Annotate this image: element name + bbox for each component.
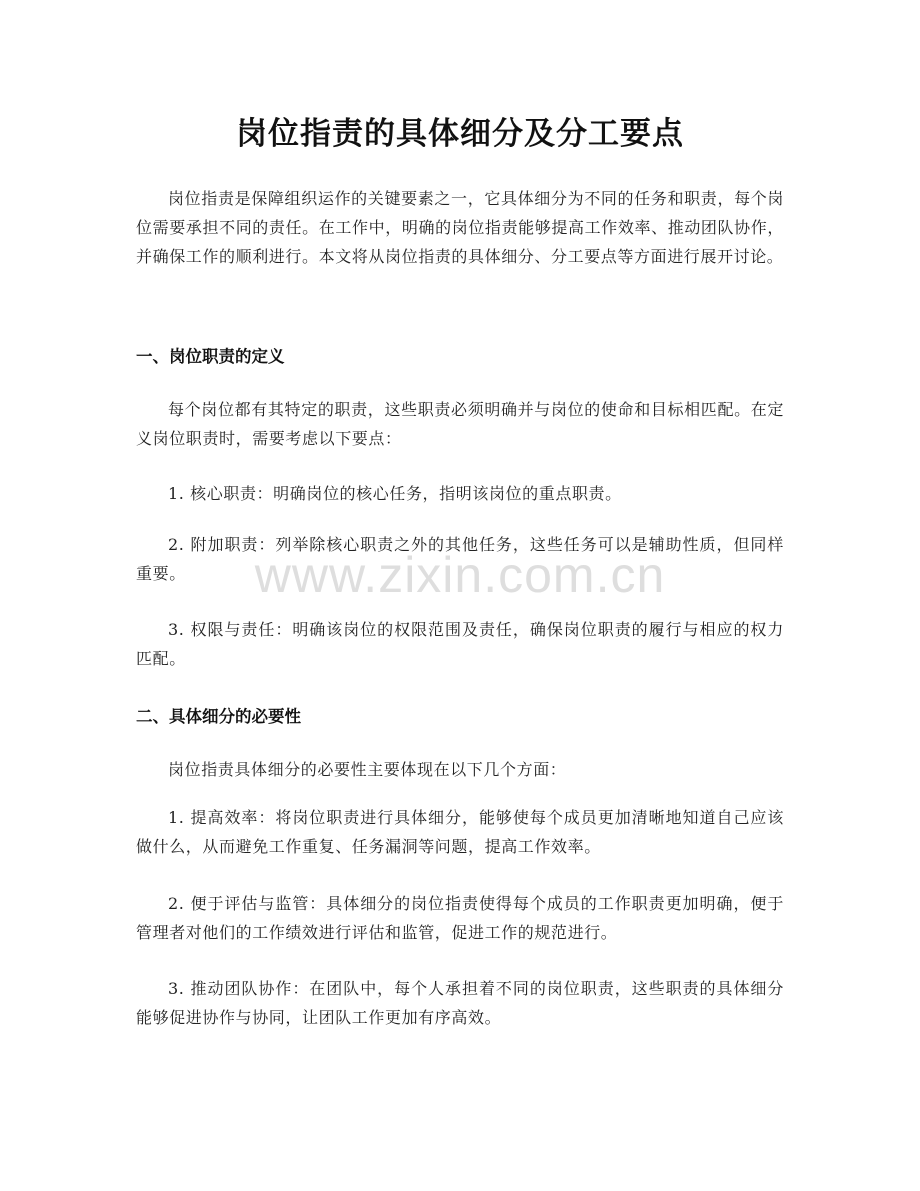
section-2-item-3: 3. 推动团队协作：在团队中，每个人承担着不同的岗位职责，这些职责的具体细分能够促进协作与协同，让团队工作更加有序高效。	[136, 979, 784, 1027]
section-1-item-1: 1. 核心职责：明确岗位的核心任务，指明该岗位的重点职责。	[168, 484, 622, 503]
section-2-item-1: 1. 提高效率：将岗位职责进行具体细分，能够使每个成员更加清晰地知道自己应该做什么，从而避免工作重复、任务漏洞等问题，提高工作效率。	[136, 808, 784, 856]
section-2-intro: 岗位指责具体细分的必要性主要体现在以下几个方面：	[168, 760, 567, 779]
section-2-heading: 二、具体细分的必要性	[136, 707, 301, 726]
section-1-intro: 每个岗位都有其特定的职责，这些职责必须明确并与岗位的使命和目标相匹配。在定义岗位职责时，需要考虑以下要点：	[136, 400, 784, 448]
section-1-heading: 一、岗位职责的定义	[136, 347, 285, 366]
document-title: 岗位指责的具体细分及分工要点	[236, 116, 684, 152]
intro-paragraph: 岗位指责是保障组织运作的关键要素之一，它具体细分为不同的任务和职责，每个岗位需要承担不同的责任。在工作中，明确的岗位指责能够提高工作效率、推动团队协作，并确保工作的顺利进行。本文将从岗位指责的具体细分、分工要点等方面进行展开讨论。	[136, 189, 784, 266]
section-1-item-3: 3. 权限与责任：明确该岗位的权限范围及责任，确保岗位职责的履行与相应的权力匹配。	[136, 620, 784, 668]
watermark: www.zixin.com.cn	[254, 547, 666, 603]
section-1-item-2: 2. 附加职责：列举除核心职责之外的其他任务，这些任务可以是辅助性质，但同样重要。	[136, 535, 784, 583]
section-2-item-2: 2. 便于评估与监管：具体细分的岗位指责使得每个成员的工作职责更加明确，便于管理者对他们的工作绩效进行评估和监管，促进工作的规范进行。	[136, 894, 784, 942]
